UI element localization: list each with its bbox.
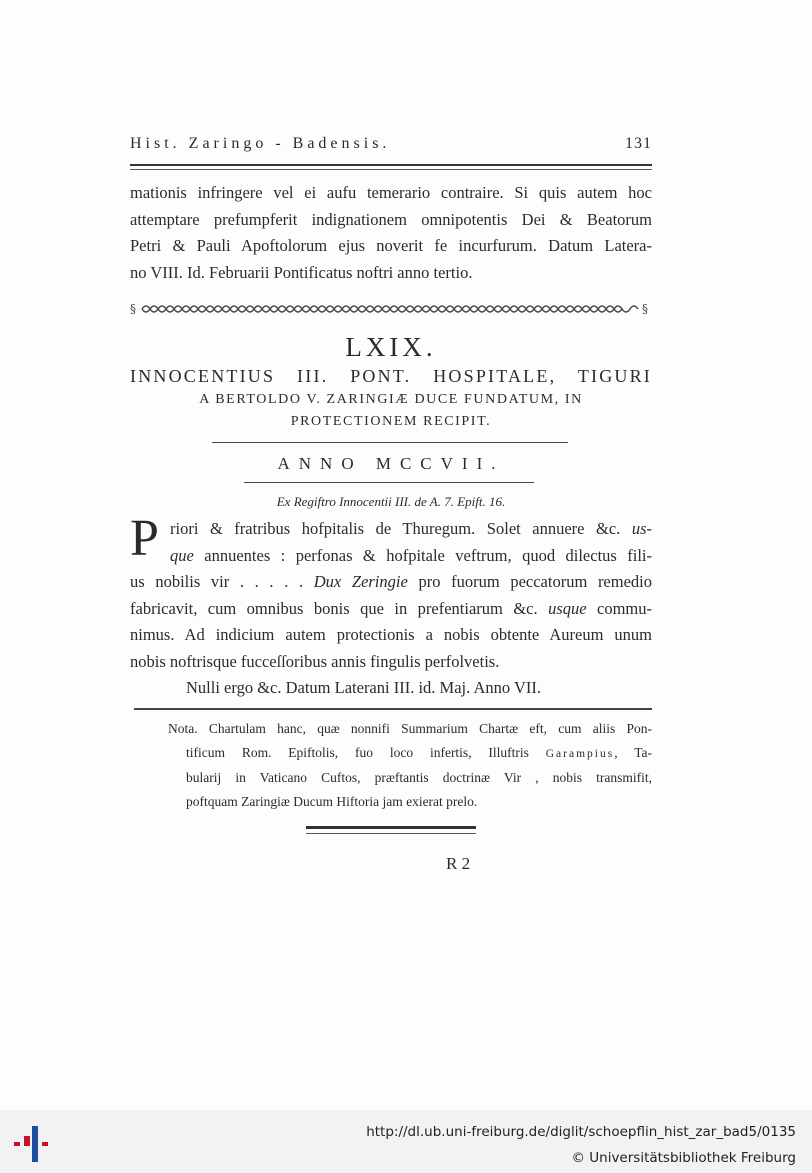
text-line <box>130 596 652 623</box>
text-line: mationis infringere vel ei aufu temerario contraire. Si quis autem hoc <box>130 183 652 202</box>
permalink[interactable]: http://dl.ub.uni-freiburg.de/diglit/schoepflin_hist_zar_bad5/0135 <box>366 1124 796 1140</box>
text-line: no VIII. Id. Februarii Pontificatus noftri anno tertio. <box>130 262 473 282</box>
text-line <box>130 516 652 543</box>
italic-segment: us- <box>631 519 653 538</box>
text-line: nobis noftrisque fucceſſoribus annis fingulis perfolvetis. <box>130 651 500 671</box>
text-segment: riori & fratribus hofpitalis de Thuregum. Solet annuere &c. <box>170 519 621 538</box>
document-title-line-2: A BERTOLDO V. ZARINGIÆ DUCE FUNDATUM, IN <box>199 392 583 407</box>
running-title: Hist. Zaringo - Badensis. <box>130 135 391 152</box>
copyright-notice: © Universitätsbibliothek Freiburg <box>571 1150 796 1166</box>
small-caps-name: Garampius <box>545 747 615 760</box>
text-line: attemptare prefumpferit indignationem omnipotentis Dei & Beatorum <box>130 209 652 229</box>
closing-rule <box>306 826 476 834</box>
text-segment: annuentes : perfonas & hofpitale veftrum, quod dilectus fili- <box>204 545 653 565</box>
preceding-text <box>130 180 652 286</box>
text-line: Nulli ergo &c. Datum Laterani III. id. Maj. Anno VII. <box>186 678 541 697</box>
year-rule <box>244 482 534 483</box>
title-rule <box>212 442 568 443</box>
source-reference: Ex Regiftro Innocentii III. de A. 7. Epift. 16. <box>276 494 506 509</box>
document-body <box>130 516 652 702</box>
italic-segment: Dux Zeringie <box>313 572 408 591</box>
text-segment: commu- <box>597 598 653 618</box>
running-header <box>130 135 652 153</box>
catchword: R 2 <box>446 854 471 873</box>
text-segment: us nobilis vir . . . . . <box>130 572 304 591</box>
svg-text:§: § <box>130 302 135 316</box>
document-year: ANNO MCCVII. <box>277 454 505 473</box>
text-line: poftquam Zaringiæ Ducum Hiftoria jam exierat prelo. <box>186 793 478 809</box>
ornament-border <box>130 302 652 316</box>
header-rule <box>130 164 652 170</box>
text-line <box>130 543 652 570</box>
page-number: 131 <box>625 135 652 152</box>
text-line <box>168 741 652 767</box>
text-segment: fabricavit, cum omnibus bonis que in prefentiarum &c. <box>130 598 538 618</box>
library-logo-icon <box>12 1124 52 1164</box>
drop-cap: P <box>130 510 159 567</box>
text-segment: , Ta- <box>614 744 652 760</box>
document-title-line-3: PROTECTIONEM RECIPIT. <box>290 414 492 429</box>
editorial-note <box>168 717 652 813</box>
text-segment: tificum Rom. Epiftolis, fuo loco infertis, Illuftris <box>186 744 529 760</box>
text-line <box>130 569 652 596</box>
svg-text:§: § <box>642 302 647 316</box>
document-number: LXIX. <box>345 332 437 362</box>
text-line: nimus. Ad indicium autem protectionis a nobis obtente Aureum unum <box>130 625 652 644</box>
text-segment: pro fuorum peccatorum remedio <box>418 572 653 591</box>
text-line: Petri & Pauli Apoftolorum ejus noverit fe incurfurum. Datum Latera- <box>130 236 652 255</box>
text-line: Nota. Chartulam hanc, quæ nonnifi Summarium Chartæ eft, cum aliis Pon- <box>168 721 652 736</box>
document-title-line-1: INNOCENTIUS III. PONT. HOSPITALE, TIGURI <box>130 366 652 386</box>
italic-segment: que <box>170 545 194 565</box>
note-rule <box>134 708 652 710</box>
italic-segment: usque <box>548 598 587 618</box>
text-line: bularij in Vaticano Cuftos, præftantis doctrinæ Vir , nobis transmifit, <box>186 770 652 785</box>
